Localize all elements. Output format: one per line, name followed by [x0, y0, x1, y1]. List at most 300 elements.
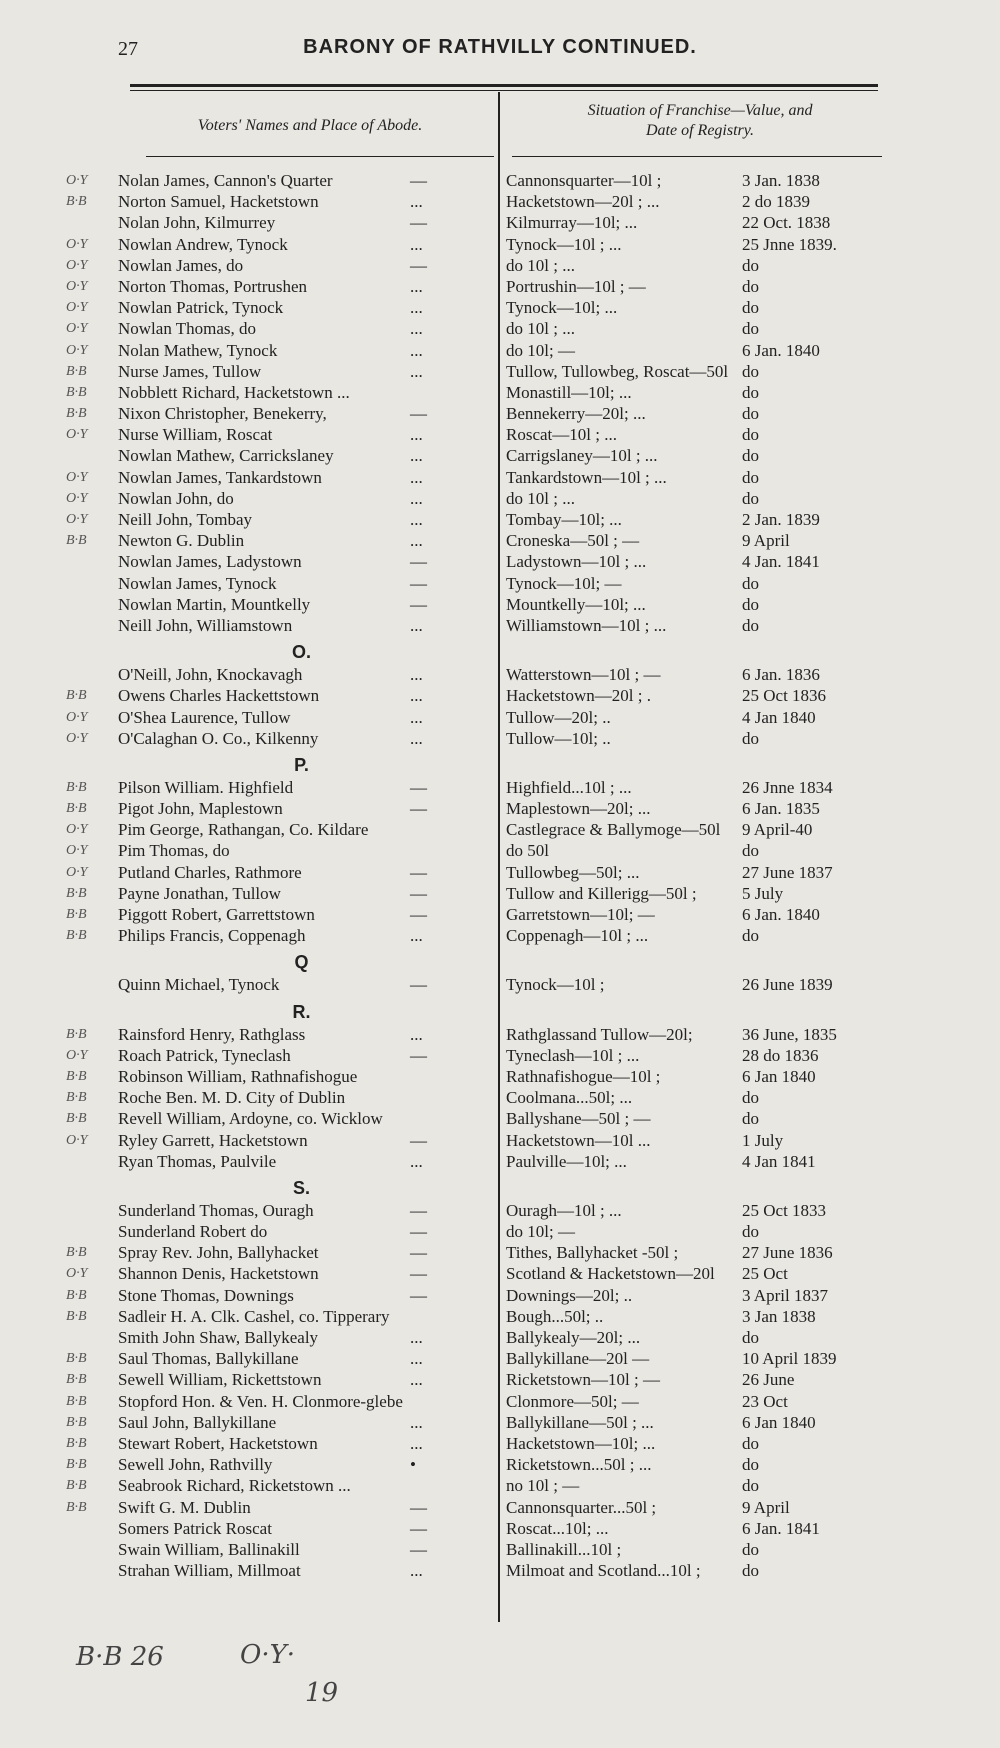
registry-date: do	[742, 1328, 759, 1347]
franchise-value: Maplestown—20l; ...	[506, 799, 651, 819]
registry-date: 4 Jan 1840	[742, 707, 816, 727]
registry-date: do	[742, 841, 759, 861]
annotation-mark: O·Y	[66, 709, 88, 725]
voter-name: Saul John, Ballykillane	[118, 1412, 277, 1432]
franchise-value: Ladystown—10l ; ...	[506, 552, 647, 572]
franchise-value: Garretstown—10l; —	[506, 905, 655, 924]
annotation-mark: O·Y	[66, 257, 88, 273]
voter-name: Saul Thomas, Ballykillane	[118, 1349, 299, 1369]
voter-name: Stone Thomas, Downings	[118, 1285, 294, 1305]
franchise-value: Tullow and Killerigg—50l ;	[506, 883, 697, 903]
leader-dots: ...	[410, 531, 423, 551]
leader-dots: ...	[410, 665, 423, 685]
registry-date: 28 do 1836	[742, 1045, 819, 1065]
registry-date: 3 Jan 1838	[742, 1306, 816, 1326]
annotation-mark: B·B	[66, 1351, 87, 1367]
leader-dots: ...	[410, 1370, 423, 1390]
voter-name: Neill John, Tombay	[118, 510, 253, 529]
section-letter-text: P.	[294, 754, 309, 775]
annotation-mark: B·B	[66, 1499, 87, 1515]
voter-name: Rainsford Henry, Rathglass	[118, 1024, 306, 1044]
registry-date: do	[742, 467, 759, 487]
registry-date: do	[742, 615, 759, 635]
section-letter-text: R.	[292, 1001, 311, 1022]
voter-name: Stopford Hon. & Ven. H. Clonmore-glebe	[118, 1391, 403, 1411]
page-title: BARONY OF RATHVILLY CONTINUED.	[303, 36, 697, 58]
voter-name: Nowlan James, Tankardstown	[118, 467, 322, 487]
franchise-value: Tombay—10l; ...	[506, 510, 622, 529]
voter-row	[0, 1108, 1000, 1129]
franchise-value: Tynock—10l; —	[506, 573, 622, 593]
registry-date: 36 June, 1835	[742, 1024, 837, 1044]
registry-date: do	[742, 425, 759, 445]
annotation-mark: B·B	[66, 1478, 87, 1494]
leader-dots: ...	[410, 1151, 423, 1171]
registry-date: do	[742, 1561, 759, 1581]
leader-dots: —	[410, 573, 427, 593]
annotation-mark: O·Y	[66, 1266, 88, 1282]
voter-row	[0, 1285, 1000, 1306]
leader-dots: —	[410, 594, 427, 614]
franchise-value: Tullow, Tullowbeg, Roscat—50l	[506, 361, 729, 381]
annotation-mark: B·B	[66, 779, 87, 795]
registry-date: 6 Jan. 1841	[742, 1518, 820, 1538]
annotation-mark: B·B	[66, 1111, 87, 1127]
voter-row	[0, 1024, 1000, 1045]
voter-name: Nowlan Mathew, Carrickslaney	[118, 446, 334, 466]
voter-name: Strahan William, Millmoat	[118, 1561, 301, 1581]
registry-date: 4 Jan 1841	[742, 1151, 816, 1171]
franchise-value: Downings—20l; ..	[506, 1285, 633, 1305]
voter-name: Sunderland Thomas, Ouragh	[118, 1200, 314, 1220]
franchise-value: Tullow—10l; ..	[506, 728, 611, 748]
franchise-value: Tullowbeg—50l; ...	[506, 862, 640, 882]
section-letter-text: O.	[291, 642, 311, 663]
leader-dots: —	[410, 777, 427, 797]
leader-dots: —	[410, 883, 427, 903]
franchise-value: Williamstown—10l ; ...	[506, 615, 667, 635]
voter-row	[0, 728, 1000, 749]
column-header-franchise	[520, 101, 880, 141]
page-number: 27	[118, 38, 138, 60]
leader-dots: ...	[410, 707, 423, 727]
voter-row	[0, 840, 1000, 861]
registry-date: do	[742, 1222, 759, 1242]
franchise-value: Monastill—10l; ...	[506, 382, 632, 402]
column-header-franchise-line2: Date of Registry.	[646, 122, 754, 139]
leader-dots: —	[410, 1243, 427, 1263]
voter-name: Sewell John, Rathvilly	[118, 1455, 273, 1475]
franchise-value: Tynock—10l; ...	[506, 298, 618, 318]
handwritten-note-oy: O·Y·	[240, 1640, 296, 1670]
voter-row	[0, 925, 1000, 946]
registry-date: 6 Jan. 1836	[742, 665, 820, 685]
franchise-value: Bough...50l; ..	[506, 1306, 604, 1326]
leader-dots: —	[410, 404, 427, 424]
franchise-value: Tynock—10l ; ...	[506, 234, 622, 254]
voter-row	[0, 1518, 1000, 1539]
annotation-mark: B·B	[66, 885, 87, 901]
column-header-franchise-line1: Situation of Franchise—Value, and	[587, 102, 813, 119]
franchise-value: do 50l	[506, 841, 549, 861]
registry-date: 10 April 1839	[742, 1349, 837, 1369]
voter-name: Nurse James, Tullow	[118, 361, 262, 381]
voter-row	[0, 904, 1000, 925]
annotation-mark: B·B	[66, 1457, 87, 1473]
registry-date: 2 Jan. 1839	[742, 510, 820, 529]
voter-row	[0, 361, 1000, 382]
voter-name: Pigot John, Maplestown	[118, 799, 283, 819]
voter-row	[0, 403, 1000, 424]
franchise-value: Carrigslaney—10l ; ...	[506, 446, 658, 466]
voter-row	[0, 1348, 1000, 1369]
franchise-value: Ricketstown...50l ; ...	[506, 1455, 652, 1475]
header-rule	[130, 84, 878, 87]
voter-row	[0, 509, 1000, 530]
leader-dots: ...	[410, 319, 423, 339]
voter-row	[0, 573, 1000, 594]
annotation-mark: B·B	[66, 406, 87, 422]
registry-date: do	[742, 728, 759, 748]
annotation-mark: O·Y	[66, 300, 88, 316]
franchise-value: Kilmurray—10l; ...	[506, 213, 638, 233]
registry-date: 6 Jan. 1835	[742, 799, 820, 819]
voter-name: Sewell William, Rickettstown	[118, 1370, 322, 1390]
voter-name: Quinn Michael, Tynock	[118, 975, 280, 995]
leader-dots: ...	[410, 926, 423, 946]
registry-date: do	[742, 926, 759, 946]
leader-dots: ...	[410, 728, 423, 748]
voter-row	[0, 170, 1000, 191]
registry-date: 6 Jan 1840	[742, 1412, 816, 1432]
leader-dots: ...	[410, 1024, 423, 1044]
voter-name: Stewart Robert, Hacketstown	[118, 1433, 318, 1453]
annotation-mark: B·B	[66, 1435, 87, 1451]
registry-date: 27 June 1837	[742, 862, 833, 882]
registry-date: 9 April-40	[742, 820, 813, 840]
voter-row	[0, 798, 1000, 819]
franchise-value: Rathnafishogue—10l ;	[506, 1066, 661, 1086]
section-letter	[0, 636, 1000, 664]
voter-name: Nolan Mathew, Tynock	[118, 340, 278, 360]
franchise-value: Hacketstown—10l ...	[506, 1130, 651, 1150]
franchise-value: do 10l ; ...	[506, 488, 575, 508]
leader-dots: —	[410, 905, 427, 924]
franchise-value: no 10l ; —	[506, 1476, 580, 1496]
annotation-mark: B·B	[66, 384, 87, 400]
voter-row	[0, 1475, 1000, 1496]
voter-row	[0, 1412, 1000, 1433]
voter-name: Norton Samuel, Hacketstown	[118, 192, 319, 212]
voter-name: Payne Jonathan, Tullow	[118, 883, 281, 903]
column-rule-right	[512, 156, 882, 157]
voter-name: O'Shea Laurence, Tullow	[118, 707, 291, 727]
voter-name: Philips Francis, Coppenagh	[118, 926, 306, 946]
voter-row	[0, 1221, 1000, 1242]
registry-date: 5 July	[742, 883, 784, 903]
column-rule-left	[146, 156, 494, 157]
voter-name: Ryley Garrett, Hacketstown	[118, 1130, 308, 1150]
annotation-mark: O·Y	[66, 490, 88, 506]
voter-name: Nowlan Patrick, Tynock	[118, 298, 284, 318]
annotation-mark: O·Y	[66, 843, 88, 859]
voter-name: Newton G. Dublin	[118, 531, 245, 551]
annotation-mark: O·Y	[66, 236, 88, 252]
voter-row	[0, 862, 1000, 883]
annotation-mark: B·B	[66, 801, 87, 817]
leader-dots: —	[410, 1200, 427, 1220]
registry-date: do	[742, 276, 759, 296]
voter-row	[0, 1200, 1000, 1221]
voter-row	[0, 1242, 1000, 1263]
voter-row	[0, 1327, 1000, 1348]
registry-date: do	[742, 446, 759, 466]
leader-dots: —	[410, 1285, 427, 1305]
leader-dots: ...	[410, 615, 423, 635]
leader-dots: —	[410, 552, 427, 572]
leader-dots: —	[410, 213, 427, 233]
voter-row	[0, 1391, 1000, 1412]
registry-date: do	[742, 319, 759, 339]
annotation-mark: B·B	[66, 1308, 87, 1324]
franchise-value: do 10l; —	[506, 1222, 575, 1242]
registry-date: 6 Jan. 1840	[742, 340, 820, 360]
leader-dots: ...	[410, 361, 423, 381]
registry-date: do	[742, 404, 759, 424]
annotation-mark: B·B	[66, 1245, 87, 1261]
leader-dots: ...	[410, 686, 423, 706]
annotation-mark: B·B	[66, 1287, 87, 1303]
franchise-value: Highfield...10l ; ...	[506, 777, 632, 797]
voter-row	[0, 191, 1000, 212]
registry-date: 6 Jan 1840	[742, 1066, 816, 1086]
voter-name: Robinson William, Rathnafishogue	[118, 1066, 358, 1086]
franchise-value: Tynock—10l ;	[506, 975, 605, 995]
voter-row	[0, 212, 1000, 233]
section-letter	[0, 996, 1000, 1024]
annotation-mark: B·B	[66, 1068, 87, 1084]
voter-row	[0, 467, 1000, 488]
annotation-mark: B·B	[66, 194, 87, 210]
franchise-value: Tankardstown—10l ; ...	[506, 467, 667, 487]
registry-date: 3 Jan. 1838	[742, 171, 820, 190]
franchise-value: Ballykillane—20l —	[506, 1349, 650, 1369]
registry-date: do	[742, 1088, 759, 1108]
registry-date: do	[742, 1109, 759, 1129]
voter-name: Swain William, Ballinakill	[118, 1539, 300, 1559]
annotation-mark: B·B	[66, 688, 87, 704]
leader-dots: —	[410, 171, 427, 190]
leader-dots: ...	[410, 510, 423, 529]
voter-row	[0, 1151, 1000, 1172]
leader-dots: ...	[410, 1328, 423, 1347]
franchise-value: Paulville—10l; ...	[506, 1151, 627, 1171]
leader-dots: —	[410, 862, 427, 882]
franchise-value: Milmoat and Scotland...10l ;	[506, 1561, 701, 1581]
voter-name: O'Neill, John, Knockavagh	[118, 665, 303, 685]
leader-dots: —	[410, 1497, 427, 1517]
annotation-mark: O·Y	[66, 730, 88, 746]
voter-name: Spray Rev. John, Ballyhacket	[118, 1243, 319, 1263]
franchise-value: Coppenagh—10l ; ...	[506, 926, 649, 946]
voter-name: Ryan Thomas, Paulvile	[118, 1151, 277, 1171]
annotation-mark: O·Y	[66, 1132, 88, 1148]
voter-row	[0, 1263, 1000, 1284]
annotation-mark: O·Y	[66, 864, 88, 880]
registry-date: 2 do 1839	[742, 192, 810, 212]
leader-dots: ...	[410, 1433, 423, 1453]
franchise-value: Hacketstown—10l; ...	[506, 1433, 656, 1453]
annotation-mark: O·Y	[66, 278, 88, 294]
voter-name: Shannon Denis, Hacketstown	[118, 1264, 319, 1284]
annotation-mark: O·Y	[66, 173, 88, 188]
leader-dots: ...	[410, 425, 423, 445]
leader-dots: •	[410, 1455, 416, 1475]
leader-dots: ...	[410, 340, 423, 360]
voter-row	[0, 445, 1000, 466]
voter-name: Swift G. M. Dublin	[118, 1497, 251, 1517]
leader-dots: ...	[410, 192, 423, 212]
section-letter	[0, 749, 1000, 777]
voter-name: Nowlan Martin, Mountkelly	[118, 594, 311, 614]
voter-name: Neill John, Williamstown	[118, 615, 293, 635]
annotation-mark: B·B	[66, 907, 87, 922]
franchise-value: Portrushin—10l ; —	[506, 276, 646, 296]
franchise-value: Tyneclash—10l ; ...	[506, 1045, 640, 1065]
voter-row	[0, 777, 1000, 798]
registry-date: do	[742, 1455, 759, 1475]
franchise-value: Castlegrace & Ballymoge—50l	[506, 820, 721, 840]
franchise-value: Rathglassand Tullow—20l;	[506, 1024, 693, 1044]
registry-date: 25 Jnne 1839.	[742, 234, 837, 254]
voter-name: Norton Thomas, Portrushen	[118, 276, 308, 296]
voter-name: Seabrook Richard, Ricketstown ...	[118, 1476, 351, 1496]
voter-row	[0, 594, 1000, 615]
voter-row	[0, 297, 1000, 318]
franchise-value: Ouragh—10l ; ...	[506, 1200, 622, 1220]
annotation-mark: O·Y	[66, 512, 88, 527]
franchise-value: Coolmana...50l; ...	[506, 1088, 633, 1108]
franchise-value: Cannonsquarter—10l ;	[506, 171, 662, 190]
voter-name: Nowlan Thomas, do	[118, 319, 257, 339]
franchise-value: Tithes, Ballyhacket -50l ;	[506, 1243, 679, 1263]
voter-name: Nowlan James, Tynock	[118, 573, 277, 593]
voter-name: Smith John Shaw, Ballykealy	[118, 1328, 319, 1347]
registry-date: 25 Oct	[742, 1264, 788, 1284]
registry-date: 27 June 1836	[742, 1243, 833, 1263]
annotation-mark: O·Y	[66, 822, 88, 838]
voter-list	[0, 170, 1000, 1581]
registry-date: 9 April	[742, 531, 790, 551]
voter-name: Pim George, Rathangan, Co. Kildare	[118, 820, 369, 840]
voter-row	[0, 1433, 1000, 1454]
voter-name: Nolan John, Kilmurrey	[118, 213, 276, 233]
registry-date: do	[742, 382, 759, 402]
voter-row	[0, 276, 1000, 297]
voter-name: Piggott Robert, Garrettstown	[118, 905, 315, 924]
leader-dots: —	[410, 799, 427, 819]
voter-name: Nurse William, Roscat	[118, 425, 273, 445]
voter-row	[0, 382, 1000, 403]
voter-row	[0, 1497, 1000, 1518]
leader-dots: —	[410, 1130, 427, 1150]
registry-date: 25 Oct 1836	[742, 686, 827, 706]
registry-date: 22 Oct. 1838	[742, 213, 831, 233]
franchise-value: Cannonsquarter...50l ;	[506, 1497, 657, 1517]
voter-name: Revell William, Ardoyne, co. Wicklow	[118, 1109, 383, 1129]
handwritten-note-19: 19	[305, 1678, 339, 1708]
leader-dots: —	[410, 1264, 427, 1284]
leader-dots: —	[410, 975, 427, 995]
voter-row	[0, 664, 1000, 685]
registry-date: do	[742, 1539, 759, 1559]
voter-name: Nobblett Richard, Hacketstown ...	[118, 382, 350, 402]
voter-row	[0, 530, 1000, 551]
voter-name: Nowlan Andrew, Tynock	[118, 234, 288, 254]
voter-name: Nowlan James, do	[118, 255, 244, 275]
header-rule-thin	[130, 90, 878, 91]
registry-date: do	[742, 1476, 759, 1496]
annotation-mark: O·Y	[66, 469, 88, 485]
leader-dots: ...	[410, 276, 423, 296]
registry-date: 26 June 1839	[742, 975, 833, 995]
voter-row	[0, 615, 1000, 636]
voter-row	[0, 1045, 1000, 1066]
voter-row	[0, 551, 1000, 572]
voter-name: Roche Ben. M. D. City of Dublin	[118, 1088, 346, 1108]
voter-row	[0, 1369, 1000, 1390]
annotation-mark: B·B	[66, 533, 87, 549]
section-letter	[0, 1172, 1000, 1200]
voter-name: Somers Patrick Roscat	[118, 1518, 272, 1538]
leader-dots: ...	[410, 1349, 423, 1369]
section-letter-text: S.	[292, 1177, 310, 1198]
voter-row	[0, 340, 1000, 361]
franchise-value: Clonmore—50l; —	[506, 1391, 639, 1411]
voter-row	[0, 1066, 1000, 1087]
franchise-value: Ricketstown—10l ; —	[506, 1370, 660, 1390]
leader-dots: —	[410, 255, 427, 275]
leader-dots: ...	[410, 446, 423, 466]
voter-row	[0, 234, 1000, 255]
annotation-mark: B·B	[66, 1372, 87, 1388]
voter-name: Pilson William. Highfield	[118, 777, 294, 797]
franchise-value: Ballykealy—20l; ...	[506, 1328, 641, 1347]
voter-row	[0, 1539, 1000, 1560]
leader-dots: —	[410, 1518, 427, 1538]
franchise-value: Watterstown—10l ; —	[506, 665, 661, 685]
franchise-value: do 10l ; ...	[506, 319, 575, 339]
registry-date: do	[742, 1433, 759, 1453]
voter-row	[0, 685, 1000, 706]
voter-name: Owens Charles Hackettstown	[118, 686, 320, 706]
voter-row	[0, 488, 1000, 509]
registry-date: 1 July	[742, 1130, 784, 1150]
franchise-value: Bennekerry—20l; ...	[506, 404, 646, 424]
annotation-mark: O·Y	[66, 1047, 88, 1063]
registry-date: 3 April 1837	[742, 1285, 828, 1305]
voter-row	[0, 318, 1000, 339]
voter-name: Pim Thomas, do	[118, 841, 230, 861]
voter-name: Putland Charles, Rathmore	[118, 862, 302, 882]
voter-name: Nolan James, Cannon's Quarter	[118, 171, 333, 190]
franchise-value: do 10l; —	[506, 340, 575, 360]
voter-row	[0, 1454, 1000, 1475]
annotation-mark: B·B	[66, 1414, 87, 1430]
registry-date: do	[742, 255, 759, 275]
voter-row	[0, 974, 1000, 995]
registry-date: do	[742, 573, 759, 593]
